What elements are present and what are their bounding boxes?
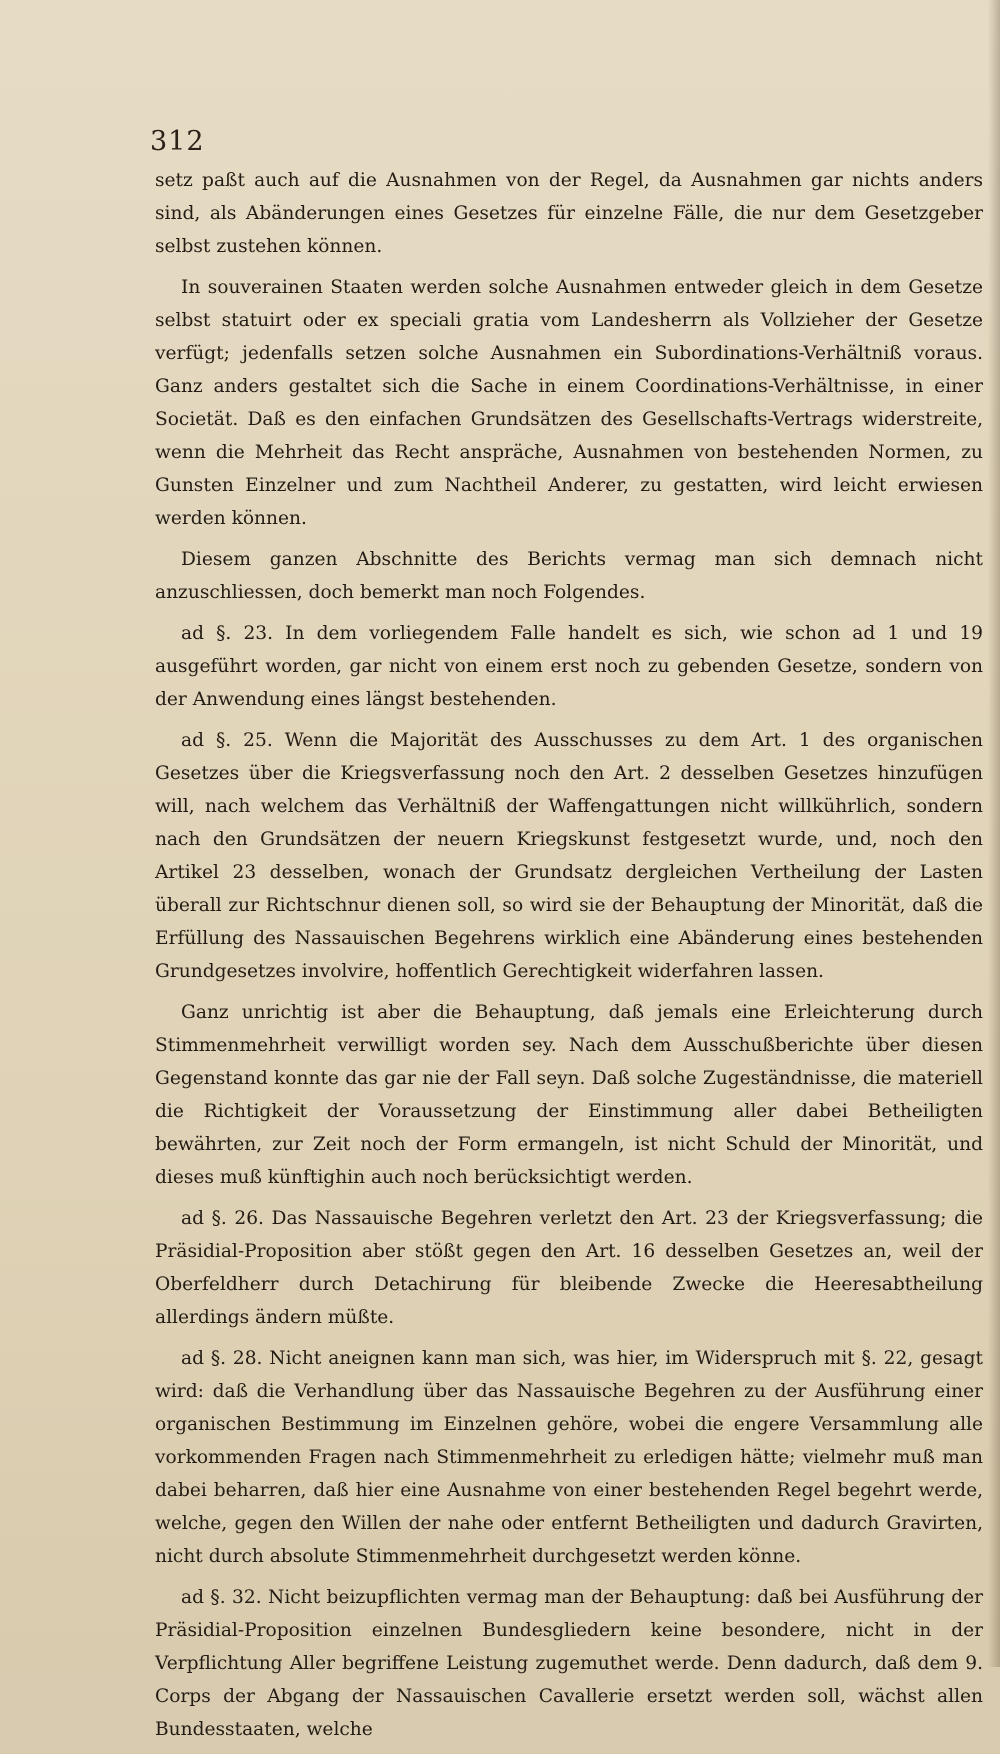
paragraph-continuation: setz paßt auch auf die Ausnahmen von der Regel, da Ausnahmen gar nichts anders sind, als Abänderungen eines Gesetzes für einzelne Fälle, die nur dem Gesetzgeber selbst zustehen können. <box>155 170 983 257</box>
paragraph-ad-23: ad §. 23. In dem vorliegendem Falle handelt es sich, wie schon ad 1 und 19 ausgeführt worden, gar nicht von einem erst noch zu gebenden Gesetze, sondern von der Anwendung eines längst bestehenden. <box>155 623 983 710</box>
paragraph-ad-32: ad §. 32. Nicht beizupflichten vermag man der Behauptung: daß bei Ausführung der Präsidial-Proposition einzelnen Bundesgliedern keine besondere, nicht in der Verpflichtung Aller begriffene Leistung zugemuthet werde. Denn dadurch, daß dem 9. Corps der Abgang der Nassauischen Cavallerie ersetzt werden soll, wächst allen Bundesstaaten, welche <box>155 1587 983 1740</box>
paragraph-ad-25: ad §. 25. Wenn die Majorität des Ausschusses zu dem Art. 1 des organischen Gesetzes über die Kriegsverfassung noch den Art. 2 desselben Gesetzes hinzufügen will, nach welchem das Verhältniß der Waffengattungen nicht willkührlich, sondern nach den Grundsätzen der neuern Kriegskunst festgesetzt wurde, und, noch den Artikel 23 desselben, wonach der Grundsatz dergleichen Vertheilung der Lasten überall zur Richtschnur dienen soll, so wird sie der Behauptung der Minorität, daß die Erfüllung des Nassauischen Begehrens wirklich eine Abänderung eines bestehenden Grundgesetzes involvire, hoffentlich Gerechtigkeit widerfahren lassen. <box>155 730 983 982</box>
paragraph-claim-rebuttal: Ganz unrichtig ist aber die Behauptung, daß jemals eine Erleichterung durch Stimmenmehrheit verwilligt worden sey. Nach dem Ausschußberichte über diesen Gegenstand konnte das gar nie der Fall seyn. Daß solche Zugeständnisse, die materiell die Richtigkeit der Voraussetzung der Einstimmung aller dabei Betheiligten bewährten, zur Zeit noch der Form ermangeln, ist nicht Schuld der Minorität, und dieses muß künftighin auch noch berücksichtigt werden. <box>155 1002 983 1188</box>
body-text <box>155 164 983 1754</box>
page-number: 312 <box>150 126 205 157</box>
paragraph-ad-28: ad §. 28. Nicht aneignen kann man sich, was hier, im Widerspruch mit §. 22, gesagt wird: daß die Verhandlung über das Nassauische Begehren zu der Ausführung einer organischen Bestimmung im Einzelnen gehöre, wobei die engere Versammlung alle vorkommenden Fragen nach Stimmenmehrheit zu erledigen hätte; vielmehr muß man dabei beharren, daß hier eine Ausnahme von einer bestehenden Regel begehrt werde, welche, gegen den Willen der nahe oder entfernt Betheiligten und dadurch Gravirten, nicht durch absolute Stimmenmehrheit durchgesetzt werden könne. <box>155 1348 983 1567</box>
paragraph-section-summary: Diesem ganzen Abschnitte des Berichts vermag man sich demnach nicht anzuschliessen, doch bemerkt man noch Folgendes. <box>155 549 983 603</box>
paragraph-souverain-states: In souverainen Staaten werden solche Ausnahmen entweder gleich in dem Gesetze selbst statuirt oder ex speciali gratia vom Landesherrn als Vollzieher der Gesetze verfügt; jedenfalls setzen solche Ausnahmen ein Subordinations-Verhältniß voraus. Ganz anders gestaltet sich die Sache in einem Coordinations-Verhältnisse, in einer Societät. Daß es den einfachen Grundsätzen des Gesellschafts-Vertrags widerstreite, wenn die Mehrheit das Recht anspräche, Ausnahmen von bestehenden Normen, zu Gunsten Einzelner und zum Nachtheil Anderer, zu gestatten, wird leicht erwiesen werden können. <box>155 277 983 529</box>
page-edge-shadow <box>988 0 1000 1667</box>
paragraph-ad-26: ad §. 26. Das Nassauische Begehren verletzt den Art. 23 der Kriegsverfassung; die Präsidial-Proposition aber stößt gegen den Art. 16 desselben Gesetzes an, weil der Oberfeldherr durch Detachirung für bleibende Zwecke die Heeresabtheilung allerdings ändern müßte. <box>155 1208 983 1328</box>
